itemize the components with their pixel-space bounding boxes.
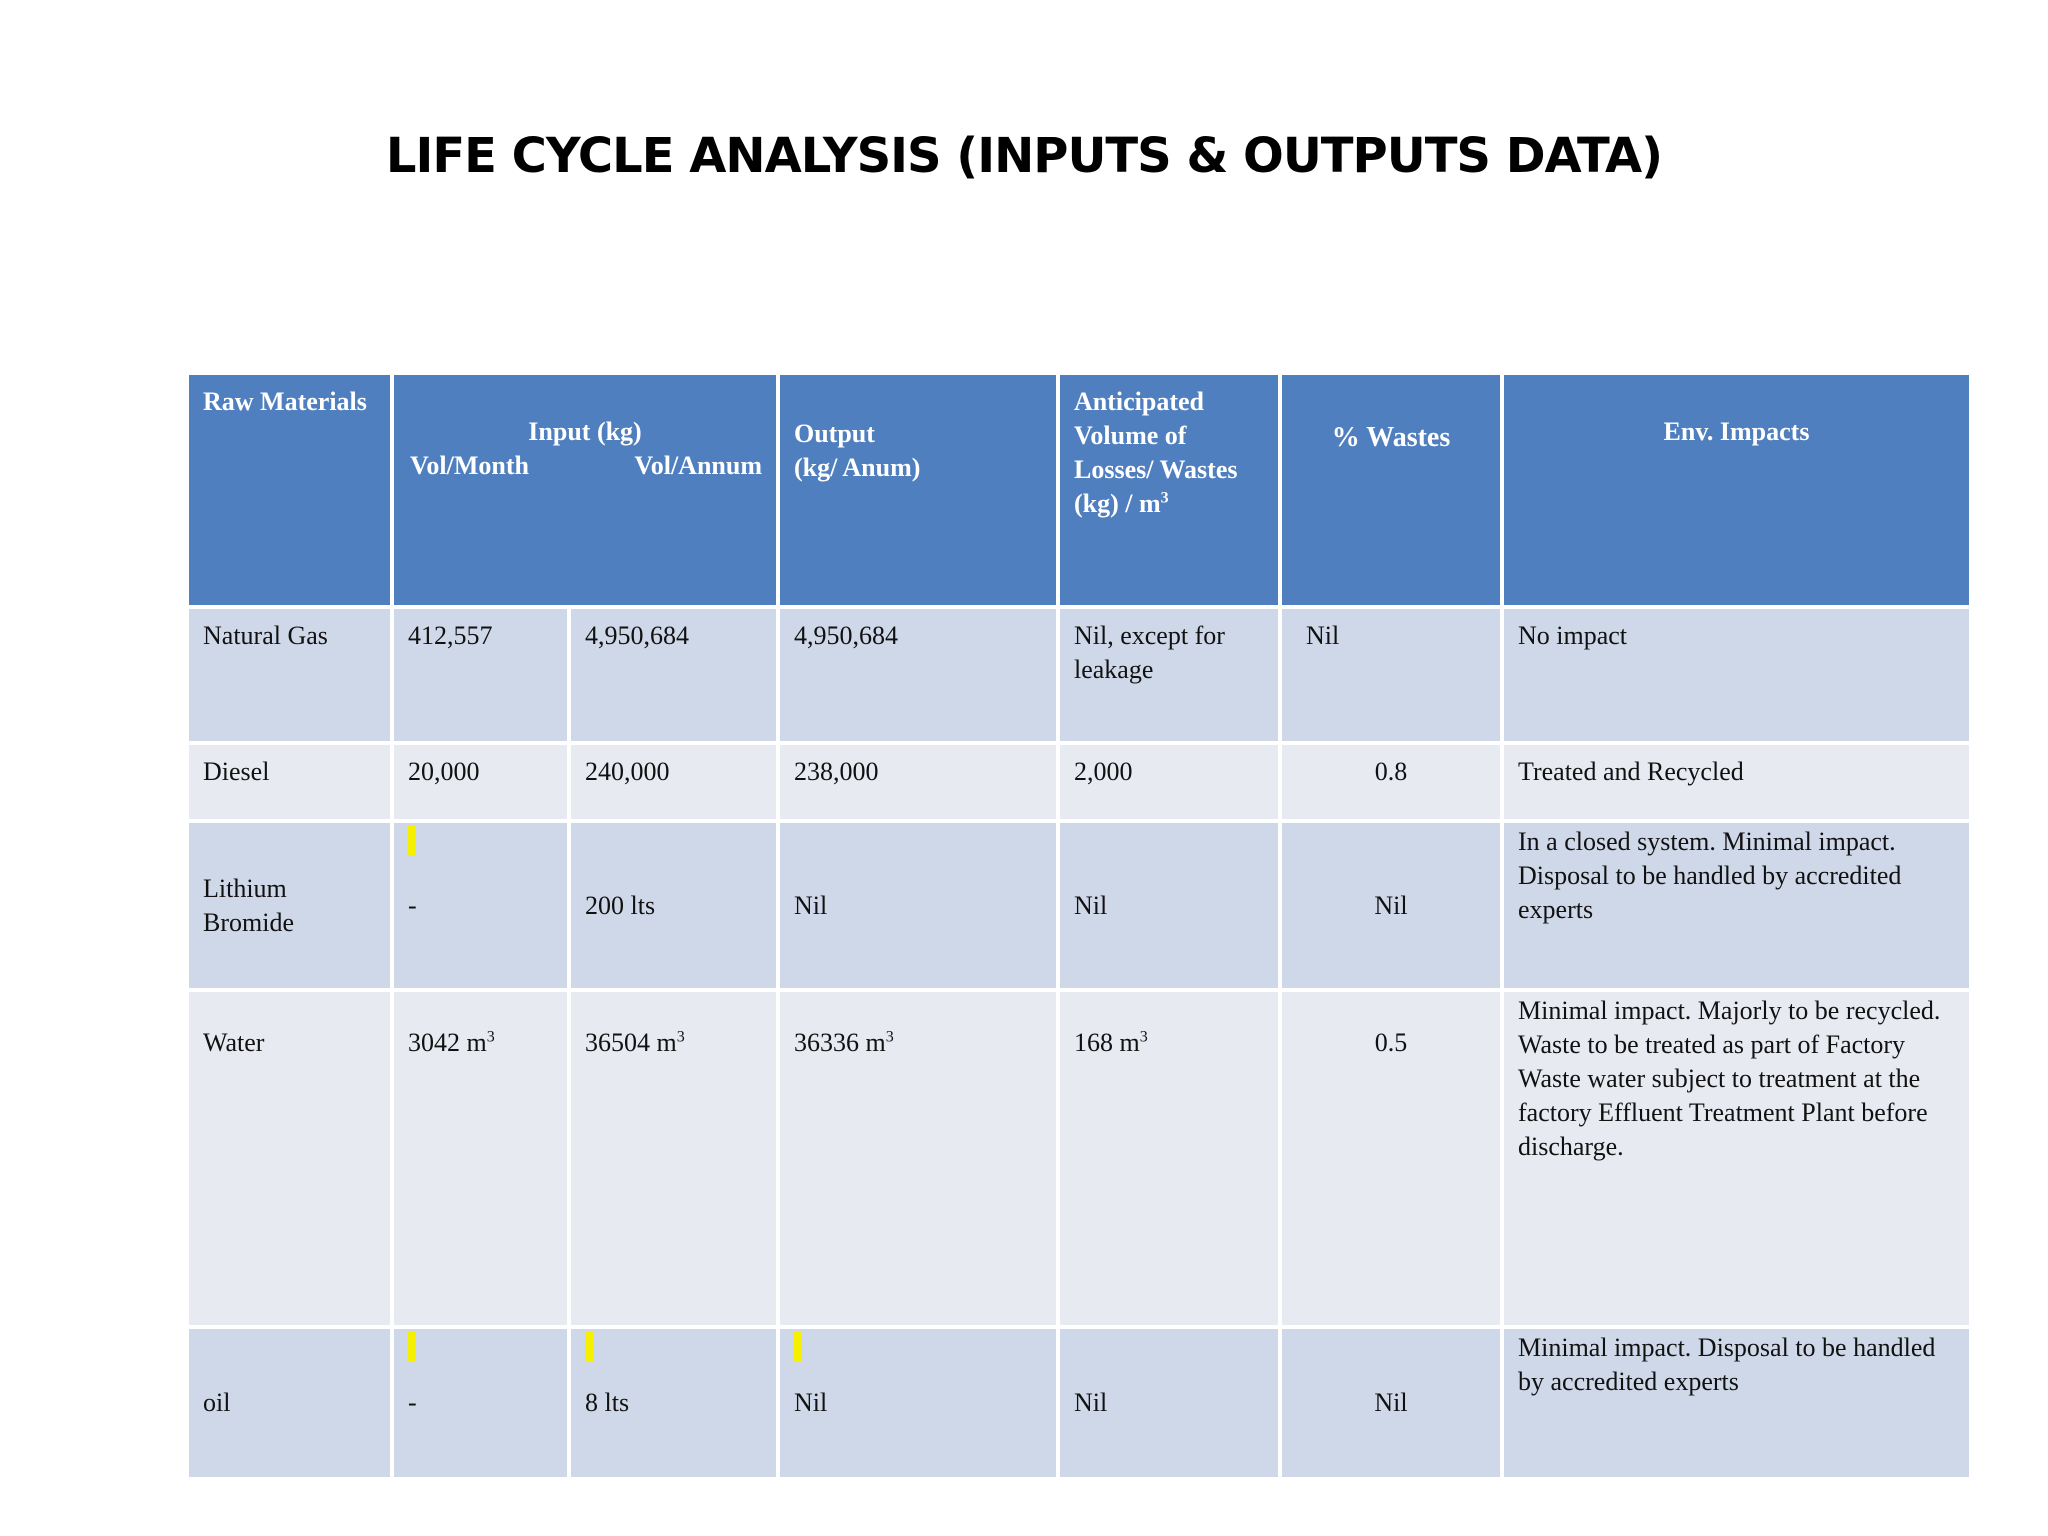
- cell-losses: Nil: [1060, 1329, 1278, 1477]
- cell-vol-annum: 36504 $m^3$: [571, 992, 776, 1325]
- cell-value: 8 lts: [585, 1388, 630, 1417]
- cell-material: Lithium Bromide: [189, 823, 390, 988]
- header-input: [394, 375, 776, 605]
- cell-impact: Minimal impact. Disposal to be handled by accredited experts: [1504, 1329, 1969, 1477]
- header-env-impacts: Env. Impacts: [1504, 375, 1969, 605]
- cell-value: -: [408, 890, 417, 920]
- cell-output: [780, 1329, 1056, 1477]
- cell-vol-annum: [571, 1329, 776, 1477]
- cell-material: oil: [189, 1329, 390, 1477]
- header-raw-materials: Raw Materials: [189, 375, 390, 605]
- cell-vol-month: 412,557: [394, 609, 567, 741]
- header-losses: [1060, 375, 1278, 605]
- cell-vol-annum: 200 lts: [571, 823, 776, 988]
- life-cycle-table: [189, 375, 1945, 1461]
- cell-pct: Nil: [1282, 609, 1500, 741]
- cell-vol-annum: 240,000: [571, 745, 776, 819]
- highlight-mark: [794, 1331, 802, 1361]
- cell-impact: In a closed system. Minimal impact. Disposal to be handled by accredited experts: [1504, 823, 1969, 988]
- highlight-mark: [408, 1331, 416, 1361]
- cell-vol-annum: 4,950,684: [571, 609, 776, 741]
- header-output-line2: (kg/ Anum): [794, 453, 921, 482]
- cell-pct: 0.8: [1282, 745, 1500, 819]
- header-input-label: Input (kg): [528, 417, 642, 446]
- cell-impact: Treated and Recycled: [1504, 745, 1969, 819]
- header-losses-line2: $(kg) / m^3$: [1074, 489, 1169, 518]
- cell-losses: 168 $m^3$: [1060, 992, 1278, 1325]
- cell-impact: No impact: [1504, 609, 1969, 741]
- cell-pct: 0.5: [1282, 992, 1500, 1325]
- cell-material: Diesel: [189, 745, 390, 819]
- cell-output: 36336 $m^3$: [780, 992, 1056, 1325]
- cell-vol-month: [394, 1329, 567, 1477]
- cell-pct: Nil: [1282, 1329, 1500, 1477]
- cell-output: Nil: [780, 823, 1056, 988]
- cell-vol-month: [394, 823, 567, 988]
- cell-material: Natural Gas: [189, 609, 390, 741]
- cell-pct: Nil: [1282, 823, 1500, 988]
- cell-value: Nil: [794, 1388, 828, 1417]
- highlight-mark: [408, 825, 416, 855]
- page-title: LIFE CYCLE ANALYSIS (INPUTS & OUTPUTS DATA): [385, 128, 1663, 184]
- cell-output: 4,950,684: [780, 609, 1056, 741]
- cell-material: Water: [189, 992, 390, 1325]
- cell-value: -: [408, 1388, 417, 1417]
- highlight-mark: [585, 1331, 593, 1361]
- cell-impact: Minimal impact. Majorly to be recycled. Waste to be treated as part of Factory Waste water subject to treatment at the factory Effluent Treatment Plant before discharge.: [1504, 992, 1969, 1325]
- header-vol-month: Vol/Month: [410, 451, 529, 480]
- cell-vol-month: 3042 $m^3$: [394, 992, 567, 1325]
- header-losses-line1: Anticipated Volume of Losses/ Wastes: [1074, 387, 1238, 484]
- header-vol-annum: Vol/Annum: [634, 451, 762, 480]
- cell-losses: Nil: [1060, 823, 1278, 988]
- header-pct-wastes: % Wastes: [1282, 375, 1500, 605]
- cell-output: 238,000: [780, 745, 1056, 819]
- header-output-line1: Output: [794, 419, 875, 448]
- header-output: [780, 375, 1056, 605]
- cell-losses: 2,000: [1060, 745, 1278, 819]
- cell-losses: Nil, except for leakage: [1060, 609, 1278, 741]
- cell-vol-month: 20,000: [394, 745, 567, 819]
- header-input-sub: [408, 449, 762, 483]
